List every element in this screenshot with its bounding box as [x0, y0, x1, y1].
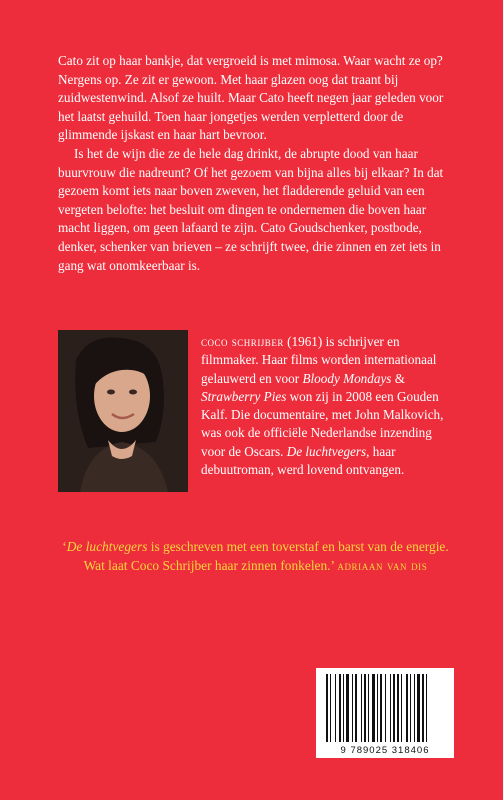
author-photo: [58, 330, 188, 492]
review-quote: ‘De luchtvegers is geschreven met een toverstaf en barst van de energie. Wat laat Coco Schrijber haar zinnen fonkelen.’ adriaan van dis: [62, 539, 449, 573]
blurb-paragraph-2: Is het de wijn die ze de hele dag drinkt, de abrupte dood van haar buurvrouw die nadreunt? Of het gezoem van bijna alles bij elkaar? In dat gezoem komt iets naar boven zweven, het fladderende geluid van een vergeten belofte: het besluit om dingen te ondernemen die boven haar macht liggen, om geen lafaard te zijn. Cato Goudschenker, postbode, denker, schenker van brieven – ze schrijft twee, drie zinnen en zet iets in gang wat onomkeerbaar is.: [58, 145, 444, 273]
back-cover-blurb: [58, 52, 453, 275]
blurb-paragraph-1: Cato zit op haar bankje, dat vergroeid is met mimosa. Waar wacht ze op? Nergens op. Ze zit er gewoon. Met haar glazen oog dat traant bij zuidwestenwind. Alsof ze huilt. Maar Cato heeft negen jaar geleden voor het laatst gehuild. Toen haar jongetjes werden verpletterd door de glimmende ijskast en haar hart bevroor.: [58, 53, 444, 143]
quote-attribution: adriaan van dis: [337, 558, 428, 573]
barcode-bars: [326, 674, 444, 742]
author-bio: coco schrijber (1961) is schrijver en filmmaker. Haar films worden internationaal gelauwerd en voor Bloody Mondays & Strawberry Pies won zij in 2008 een Gouden Kalf. Die documentaire, met John Malkovich, was ook de officiële Nederlandse inzending voor de Oscars. De luchtvegers, haar debuutroman, werd lovend ontvangen.: [201, 334, 444, 478]
film-title-2: Strawberry Pies: [201, 388, 287, 404]
author-name: coco schrijber: [201, 334, 284, 349]
book-title: De luchtvegers: [286, 443, 367, 459]
isbn-barcode: [316, 668, 454, 758]
quote-book-title: De luchtvegers: [66, 539, 148, 554]
film-title-1: Bloody Mondays: [302, 370, 392, 386]
isbn-number: 9 789025 318406: [340, 745, 430, 756]
